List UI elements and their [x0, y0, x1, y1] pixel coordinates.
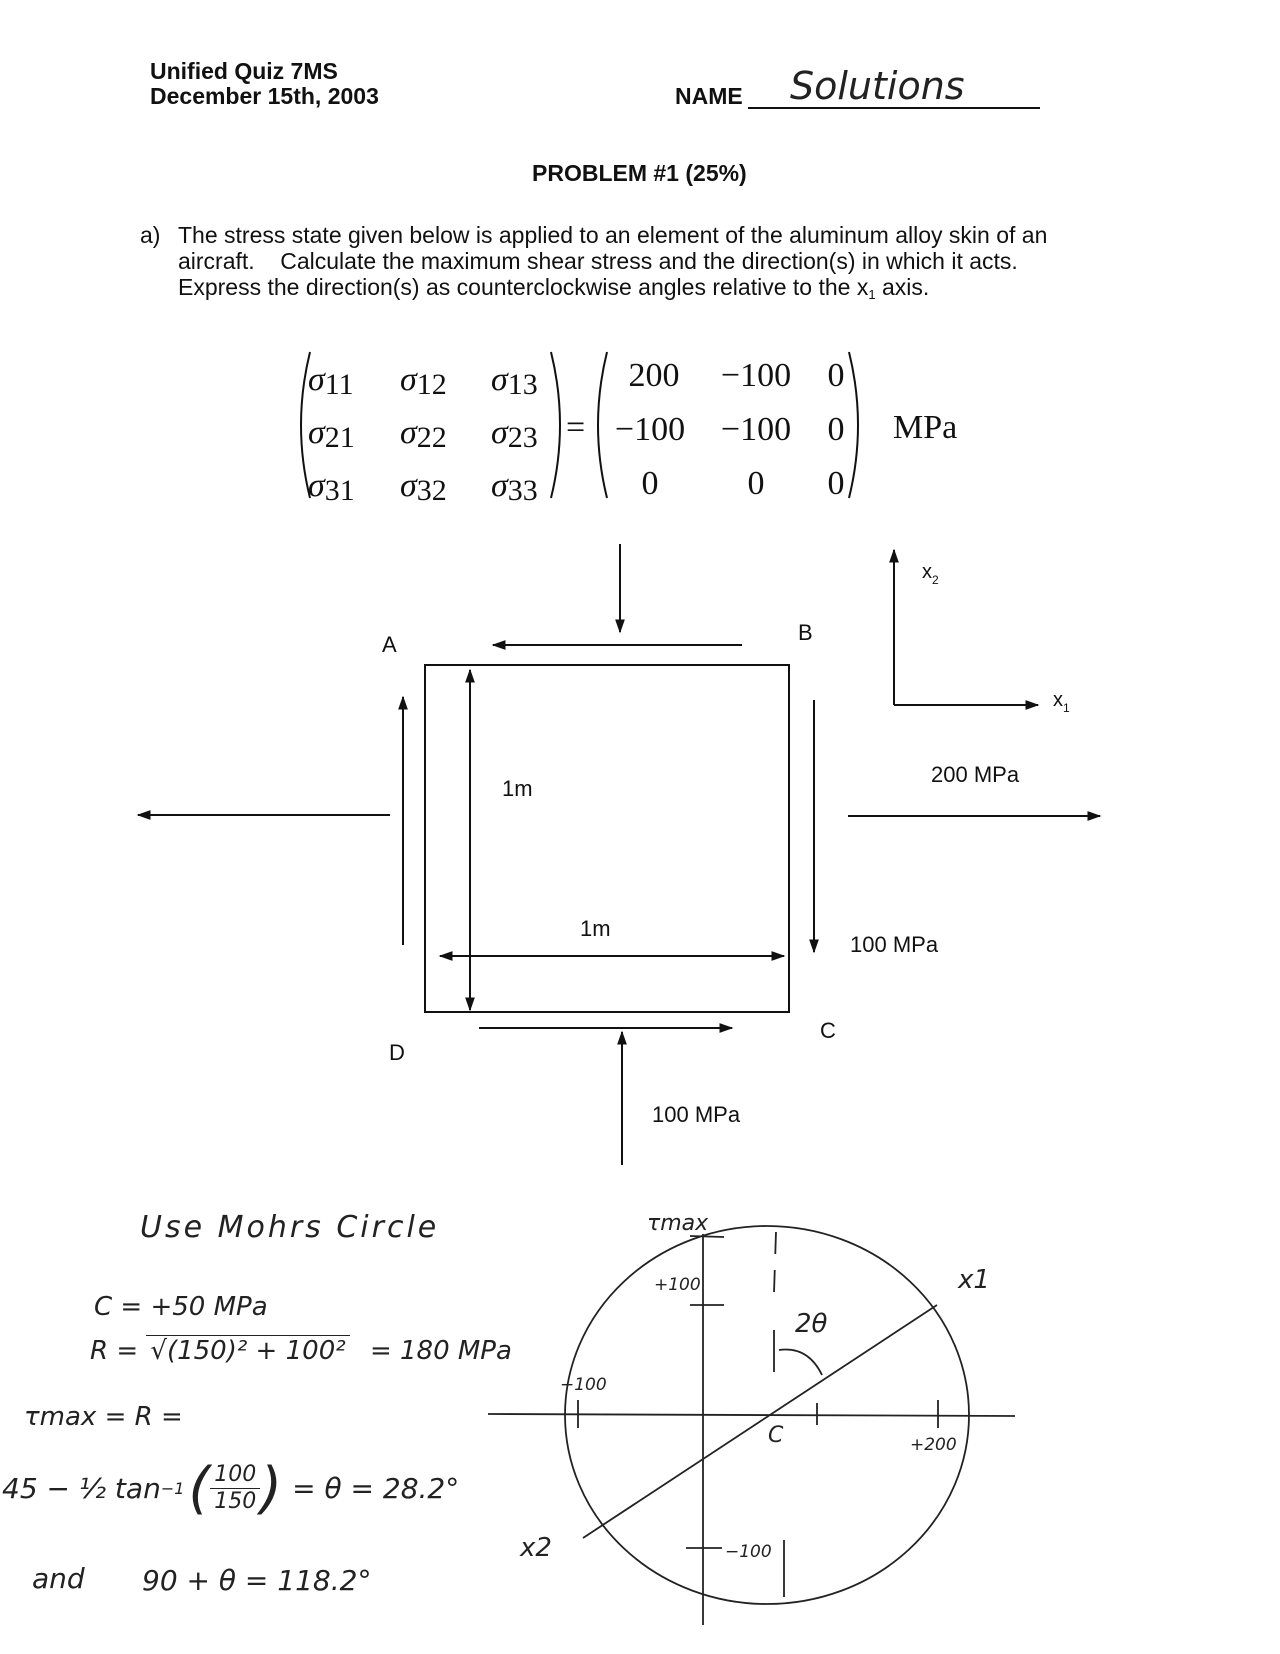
solution-center: C = +50 MPa [94, 1292, 268, 1322]
sym-32: σ32 [400, 467, 447, 507]
dim-vertical-label: 1m [502, 776, 533, 801]
mohr-center-vertical [774, 1232, 776, 1293]
problem-line-2: aircraft. Calculate the maximum shear stress and the direction(s) in which it acts. [178, 248, 1018, 274]
radius-formula: √(150)² + 100² [146, 1335, 349, 1366]
load-shear: 100 MPa [850, 932, 939, 957]
load-normal-y: 100 MPa [652, 1102, 741, 1127]
mohr-center-label: C [768, 1423, 784, 1448]
corner-b: B [798, 620, 813, 645]
theta-fraction [210, 1462, 260, 1515]
name-label: NAME [675, 83, 743, 109]
mohr-circle-sketch [488, 1226, 1015, 1625]
mohr-angle-arc [779, 1350, 822, 1375]
sym-33: σ33 [491, 467, 538, 507]
val-33: 0 [827, 465, 845, 502]
matrix-unit: MPa [893, 409, 958, 446]
load-normal-x: 200 MPa [931, 762, 1020, 787]
val-12: −100 [720, 357, 792, 394]
matrix-equals: = [566, 409, 586, 446]
val-13: 0 [827, 357, 845, 394]
quiz-title: Unified Quiz 7MS [150, 58, 338, 84]
val-22: −100 [720, 411, 792, 448]
val-11: 200 [628, 357, 680, 394]
matrix-values [615, 357, 845, 502]
corner-c: C [820, 1018, 836, 1043]
radius-lhs: R = [90, 1336, 139, 1366]
matrix-left-paren-close [551, 352, 560, 498]
sym-21: σ21 [308, 414, 355, 454]
mohr-tick-top [690, 1236, 724, 1237]
radius-result: = 180 MPa [369, 1336, 512, 1366]
theta-denominator: 150 [214, 1489, 257, 1514]
problem-line-3: Express the direction(s) as counterclockwise angles relative to the $x_1$ axis. [178, 274, 930, 302]
mohr-diameter [583, 1305, 937, 1538]
mohr-tick-m100h-label: −100 [560, 1375, 607, 1395]
element-square [425, 665, 789, 1012]
sym-23: σ23 [491, 414, 538, 454]
theta-sup: −1 [160, 1479, 185, 1498]
solution-and: and [32, 1562, 85, 1595]
solution-tau-max: τmax = R = [24, 1402, 183, 1432]
matrix-right-paren-open [598, 352, 607, 498]
quiz-date: December 15th, 2003 [150, 83, 379, 109]
corner-d: D [389, 1040, 405, 1065]
theta-numerator: 100 [210, 1462, 260, 1489]
part-label: a) [140, 222, 161, 248]
axis-x1-label: $x_1$ [1053, 689, 1070, 715]
mohr-axis-label: τmax [647, 1211, 709, 1236]
matrix-right-paren-close [849, 352, 858, 498]
matrix-symbols [308, 361, 538, 507]
problem-line-1: The stress state given below is applied to an element of the aluminum alloy skin of an [178, 222, 1048, 248]
mohr-point-x2: x2 [520, 1533, 552, 1563]
val-32: 0 [747, 465, 765, 502]
sym-11: σ11 [308, 361, 354, 401]
solution-radius [90, 1336, 512, 1366]
sym-31: σ31 [308, 467, 355, 507]
mohr-tick-p200-label: +200 [910, 1435, 957, 1455]
dim-horizontal-label: 1m [580, 916, 611, 941]
solution-theta: 45 − ½ tan −1 ( $\frac{100}{150}$ ) = θ = 28.2° [2, 1456, 460, 1521]
element-diagram [138, 544, 1100, 1165]
val-23: 0 [827, 411, 845, 448]
val-21: −100 [614, 411, 686, 448]
problem-title: PROBLEM #1 (25%) [532, 160, 747, 186]
val-31: 0 [641, 465, 659, 502]
sym-13: σ13 [491, 361, 538, 401]
corner-a: A [382, 632, 397, 657]
theta-pre: 45 − ½ tan [2, 1472, 161, 1505]
mohr-point-x1: x1 [958, 1265, 990, 1295]
sym-22: σ22 [400, 414, 447, 454]
name-handwritten: Solutions [790, 64, 965, 108]
mohr-angle-label: 2θ [795, 1309, 828, 1339]
solution-second-angle: 90 + θ = 118.2° [142, 1564, 372, 1597]
theta-result: = θ = 28.2° [292, 1472, 460, 1505]
solution-method: Use Mohrs Circle [140, 1210, 440, 1245]
stress-matrix [301, 352, 957, 507]
sym-12: σ12 [400, 361, 447, 401]
mohr-labels [519, 1211, 990, 1563]
mohr-sigma-axis [488, 1414, 1015, 1416]
mohr-tick-p100-label: +100 [654, 1275, 701, 1295]
mohr-tick-m100v-label: −100 [725, 1542, 772, 1562]
axis-x2-label: $x_2$ [922, 561, 939, 587]
